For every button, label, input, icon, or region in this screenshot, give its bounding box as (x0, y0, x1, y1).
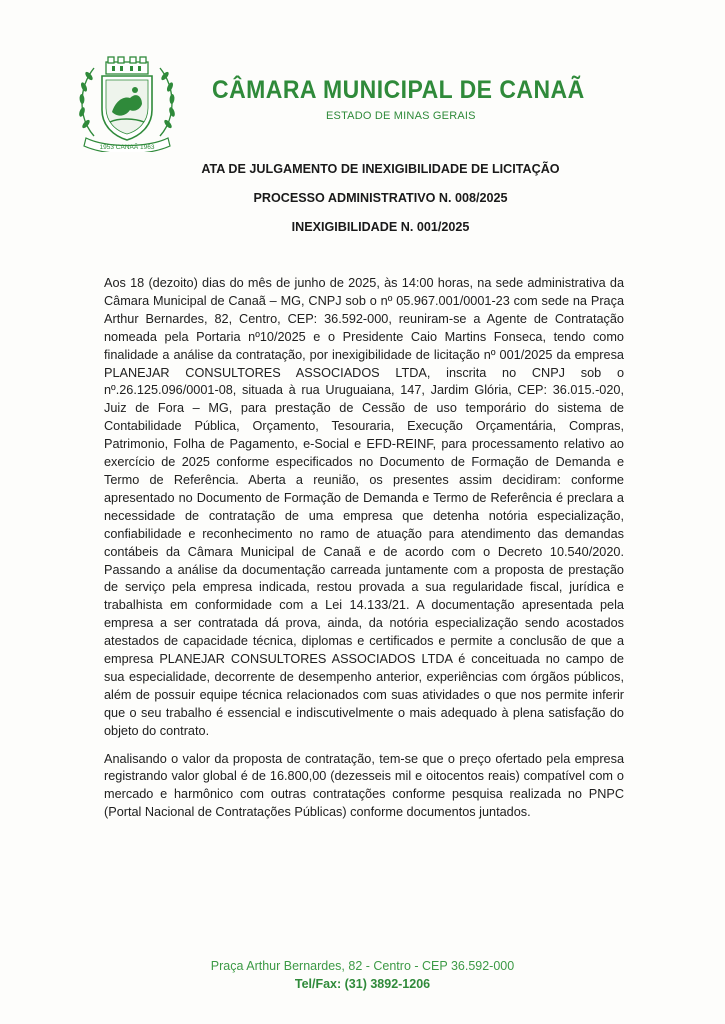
heading-ata: ATA DE JULGAMENTO DE INEXIGIBILIDADE DE LICITAÇÃO (201, 162, 560, 176)
heading-processo: PROCESSO ADMINISTRATIVO N. 008/2025 (253, 191, 508, 205)
document-body (104, 275, 624, 832)
footer-phone: Tel/Fax: (31) 3892-1206 (294, 977, 431, 991)
heading-inexigibilidade: INEXIGIBILIDADE N. 001/2025 (291, 220, 470, 234)
footer-address: Praça Arthur Bernardes, 82 - Centro - CEP 36.592-000 (210, 959, 515, 973)
logo-ribbon-text: 1953 CANAÃ 1963 (99, 144, 155, 151)
institution-title: CÂMARA MUNICIPAL DE CANAÃ (212, 76, 585, 104)
letterhead (72, 52, 672, 152)
coat-of-arms-logo (72, 52, 182, 152)
institution-subtitle: ESTADO DE MINAS GERAIS (326, 110, 476, 122)
body-paragraph-2: Analisando o valor da proposta de contratação, tem-se que o preço ofertado pela empresa registrando valor global é de 16.800,00 (dezesseis mil e oitocentos reais) compatível com o mercado e harmônico com outras contratações conforme pesquisa realizada no PNPC (Portal Nacional de Contratações Públicas) conforme documentos juntados. (104, 751, 624, 820)
body-paragraph-1: Aos 18 (dezoito) dias do mês de junho de 2025, às 14:00 horas, na sede administrativa da Câmara Municipal de Canaã – MG, CNPJ sob o nº 05.967.001/0001-23 com sede na Praça Arthur Bernardes, 82, Centro, CEP: 36.592-000, reuniram-se a Agente de Contratação nomeada pela Portaria nº10/2025 e o Presidente Caio Martins Fonseca, tendo como finalidade a análise da contratação, por inexigibilidade de licitação nº 001/2025 da empresa PLANEJAR CONSULTORES ASSOCIADOS LTDA, inscrita no CNPJ sob o nº.26.125.096/0001-08, situada à rua Uruguaiana, 147, Jardim Glória, CEP: 36.015.-020, Juiz de Fora – MG, para prestação de Cessão de uso temporário do sistema de Contabilidade Pública, Orçamento, Tesouraria, Execução Orçamentária, Compras, Patrimonio, Folha de Pagamento, e-Social e EFD-REINF, para processamento relativo ao exercício de 2025 conforme especificados no Documento de Formação de Demanda e Termo de Referência. Aberta a reunião, os presentes assim decidiram: conforme apresentado no Documento de Formação de Demanda e Termo de Referência é preclara a necessidade de contratação de uma empresa que detenha notória especialização, confiabilidade e reconhecimento no ramo de atuação para atendimento das demandas contábeis da Câmara Municipal de Canaã e de acordo com o Decreto 10.540/2020. Passando a análise da documentação carreada juntamente com a proposta de prestação de serviço pela empresa indicada, restou provada a sua regularidade fiscal, jurídica e trabalhista em conformidade com a Lei 14.133/21. A documentação apresentada pela empresa a ser contratada dá prova, ainda, da notória especialização sendo acostados atestados de capacidade técnica, diplomas e certificados e permite a conclusão de que a empresa PLANEJAR CONSULTORES ASSOCIADOS LTDA é conceituada no campo de sua especialidade, decorrente de desempenho anterior, experiências com órgãos públicos, além de possuir equipe técnica relacionados com suas atividades o que nos permite inferir que o seu trabalho é essencial e indiscutivelmente o mais adequado à plena satisfação do objeto do contrato. (104, 276, 624, 738)
